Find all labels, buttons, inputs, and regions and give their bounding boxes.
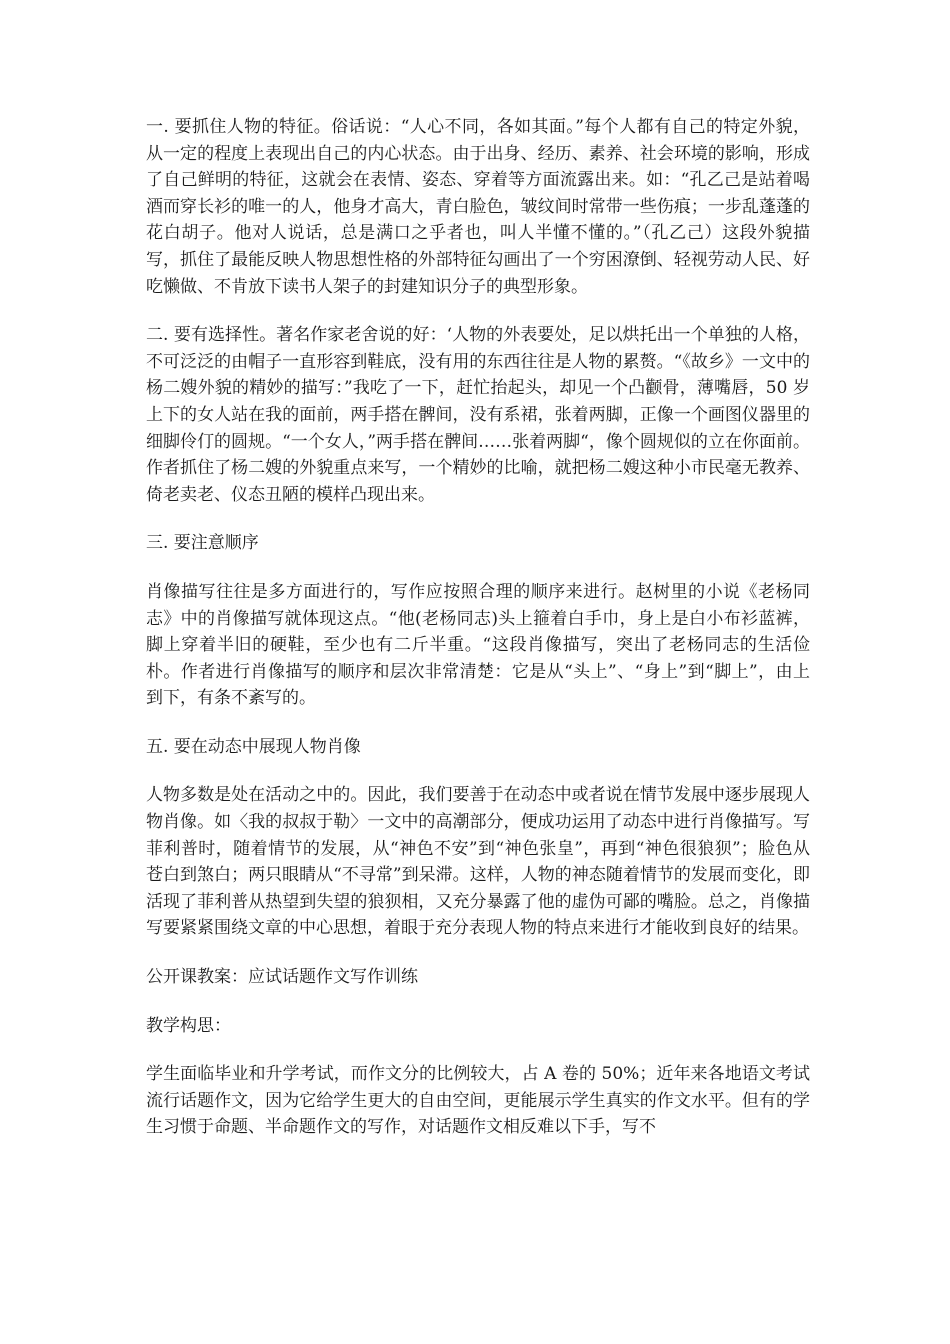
paragraph-selectivity: 二. 要有选择性。著名作家老舍说的好：‘人物的外表要处，足以烘托出一个单独的人格，不可泛泛的由帽子一直形容到鞋底，没有用的东西往往是人物的累赘。“《故乡》一文中的杨二嫂外貌的精妙的描写：”我吃了一下，赶忙抬起头，却见一个凸颧骨，薄嘴唇，50 岁上下的女人站在我的面前，两手搭在髀间，没有系裙，张着两脚，正像一个画图仪器里的细脚伶仃的圆规。“一个女人，”两手搭在髀间……张着两脚“，像个圆规似的立在你面前。作者抓住了杨二嫂的外貌重点来写，一个精妙的比喻，就把杨二嫂这种小市民毫无教养、倚老卖老、仪态丑陋的模样凸现出来。 [146, 325, 810, 505]
paragraph-feature: 一. 要抓住人物的特征。俗话说：“人心不同，各如其面。”每个人都有自己的特定外貌，从一定的程度上表现出自己的内心状态。由于出身、经历、素养、社会环境的影响，形成了自己鲜明的特征，这就会在表情、姿态、穿着等方面流露出来。如：“孔乙己是站着喝酒而穿长衫的唯一的人，他身才高大，青白脸色，皱纹间时常带一些伤痕；一步乱蓬蓬的花白胡子。他对人说话，总是满口之乎者也，叫人半懂不懂的。”（孔乙己）这段外貌描写，抓住了最能反映人物思想性格的外部特征勾画出了一个穷困潦倒、轻视劳动人民、好吃懒做、不肯放下读书人架子的封建知识分子的典型形象。 [146, 117, 810, 297]
paragraph-concept: 学生面临毕业和升学考试，而作文分的比例较大，占 A 卷的 50%；近年来各地语文考试流行话题作文，因为它给学生更大的自由空间，更能展示学生真实的作文水平。但有的学生习惯于命题、半命题作文的写作，对话题作文相反难以下手，写不 [146, 1064, 810, 1138]
document-page [146, 114, 810, 1163]
section-heading-order: 三. 要注意顺序 [146, 533, 259, 554]
paragraph-order: 肖像描写往往是多方面进行的，写作应按照合理的顺序来进行。赵树里的小说《老杨同志》中的肖像描写就体现这点。“他(老杨同志)头上箍着白手巾，身上是白小布衫蓝裤，脚上穿着半旧的硬鞋，至少也有二斤半重。“这段肖像描写，突出了老杨同志的生活俭朴。作者进行肖像描写的顺序和层次非常清楚：它是从“头上”、“身上”到“脚上”，由上到下，有条不紊写的。 [146, 581, 810, 709]
section-heading-dynamic: 五. 要在动态中展现人物肖像 [146, 736, 361, 757]
paragraph-dynamic: 人物多数是处在活动之中的。因此，我们要善于在动态中或者说在情节发展中逐步展现人物肖像。如〈我的叔叔于勒〉一文中的高潮部分，便成功运用了动态中进行肖像描写。写菲利普时，随着情节的发展，从“神色不安”到“神色张皇”，再到“神色很狼狈”；脸色从苍白到煞白；两只眼睛从“不寻常”到呆滞。这样，人物的神态随着情节的发展而变化，即活现了菲利普从热望到失望的狼狈相，又充分暴露了他的虚伪可鄙的嘴脸。总之，肖像描写要紧紧围绕文章的中心思想，着眼于充分表现人物的特点来进行才能收到良好的结果。 [146, 785, 810, 939]
lesson-title: 公开课教案：应试话题作文写作训练 [146, 967, 418, 988]
concept-heading: 教学构思： [146, 1015, 231, 1036]
